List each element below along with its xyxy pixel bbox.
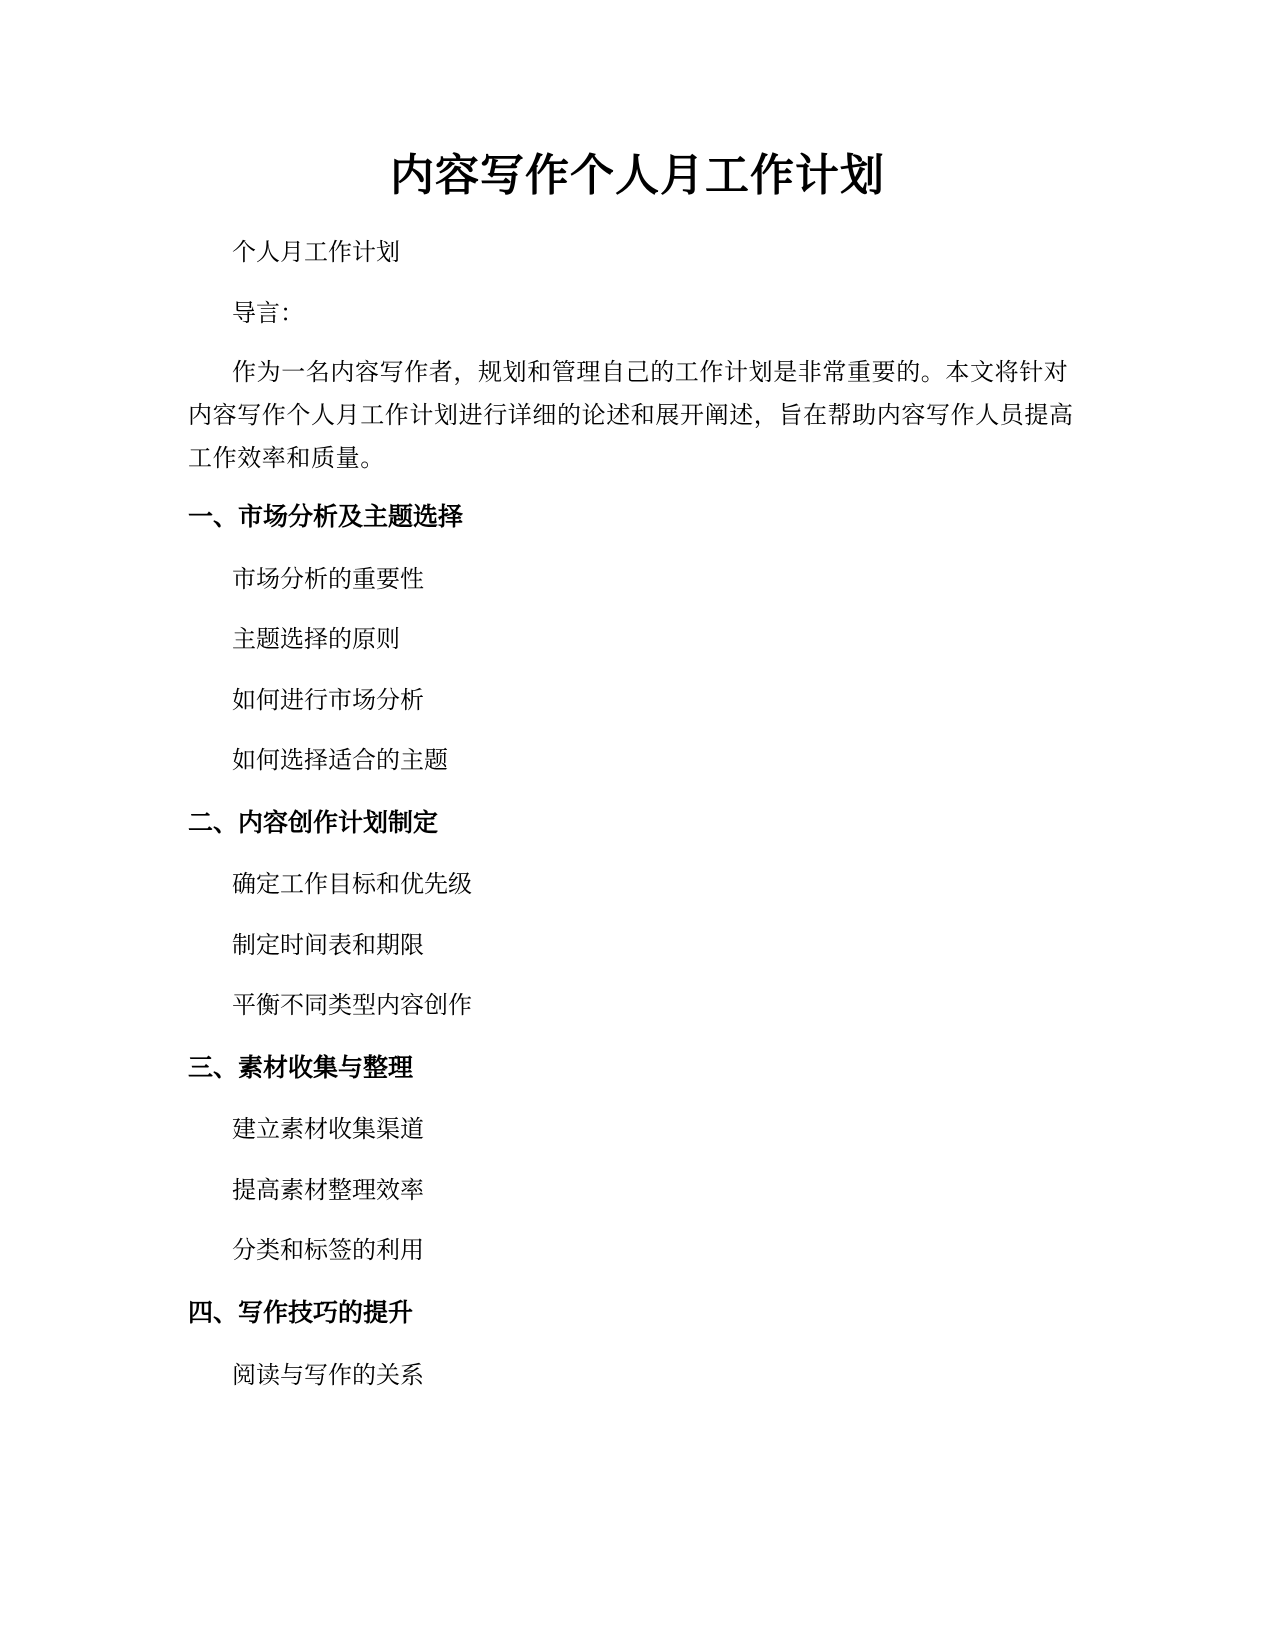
list-item: 平衡不同类型内容创作 xyxy=(232,991,472,1019)
list-item: 确定工作目标和优先级 xyxy=(232,870,472,898)
intro-label: 导言： xyxy=(232,299,304,327)
subtitle: 个人月工作计划 xyxy=(232,238,400,266)
list-item: 如何进行市场分析 xyxy=(232,686,424,714)
list-item: 市场分析的重要性 xyxy=(232,565,424,593)
list-item: 建立素材收集渠道 xyxy=(232,1115,424,1143)
section-heading: 三、素材收集与整理 xyxy=(188,1053,414,1082)
list-item: 制定时间表和期限 xyxy=(232,931,424,959)
intro-paragraph: 作为一名内容写作者，规划和管理自己的工作计划是非常重要的。本文将针对内容写作个人月工作计划进行详细的论述和展开阐述，旨在帮助内容写作人员提高工作效率和质量。 xyxy=(188,358,1074,472)
list-item: 阅读与写作的关系 xyxy=(232,1361,424,1389)
list-item: 分类和标签的利用 xyxy=(232,1236,424,1264)
section-heading: 一、市场分析及主题选择 xyxy=(188,502,464,531)
section-heading: 二、内容创作计划制定 xyxy=(188,808,439,837)
document-title: 内容写作个人月工作计划 xyxy=(390,150,885,201)
section-heading: 四、写作技巧的提升 xyxy=(188,1298,414,1327)
list-item: 如何选择适合的主题 xyxy=(232,746,448,774)
list-item: 主题选择的原则 xyxy=(232,625,400,653)
list-item: 提高素材整理效率 xyxy=(232,1176,424,1204)
